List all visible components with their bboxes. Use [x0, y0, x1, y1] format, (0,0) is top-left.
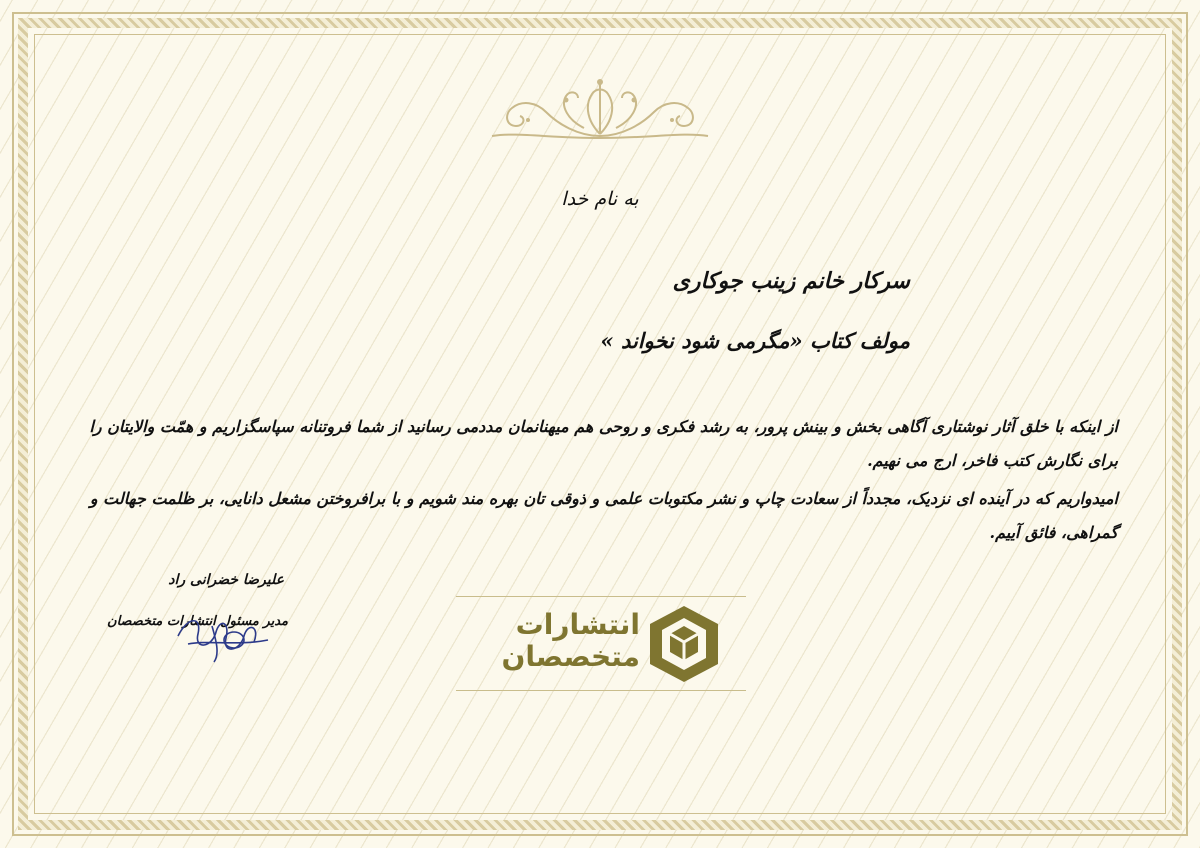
logo-divider-bottom: [456, 690, 746, 691]
hope-paragraph: امیدواریم که در آینده ای نزدیک، مجدداً از سعادت چاپ و نشر مکتوبات علمی و ذوقی تان بهره مند شویم و با برافروختن مشعل دانایی، بر ظلمت جهالت و گمراهی، فائق آییم.: [89, 489, 1118, 542]
publisher-name-line2: متخصصان: [501, 640, 640, 673]
publisher-box-logo-icon: [646, 604, 722, 684]
handwritten-signature: [168, 596, 288, 666]
appreciation-paragraph: از اینکه با خلق آثار نوشتاری آگاهی بخش و بینش پرور، به رشد فکری و روحی هم میهنانمان مددمی رسانید از شما فروتنانه سپاسگزاریم و همّت والایتان را برای نگارش کتب فاخر، ارج می نهیم.: [89, 417, 1118, 470]
recipient-name: سرکار خانم زینب جوکاری: [672, 268, 910, 294]
floral-ornament-icon: [488, 76, 712, 146]
publisher-name-line1: انتشارات: [515, 608, 640, 641]
logo-divider-top: [456, 596, 746, 597]
bismillah-heading: به نام خدا: [561, 188, 639, 210]
signer-name: علیرضا خضرانی راد: [168, 572, 284, 588]
book-title-line: مولف کتاب «مگرمی شود نخواند »: [600, 328, 910, 353]
signer-title: مدیر مسئول انتشارات متخصصان: [107, 614, 288, 629]
